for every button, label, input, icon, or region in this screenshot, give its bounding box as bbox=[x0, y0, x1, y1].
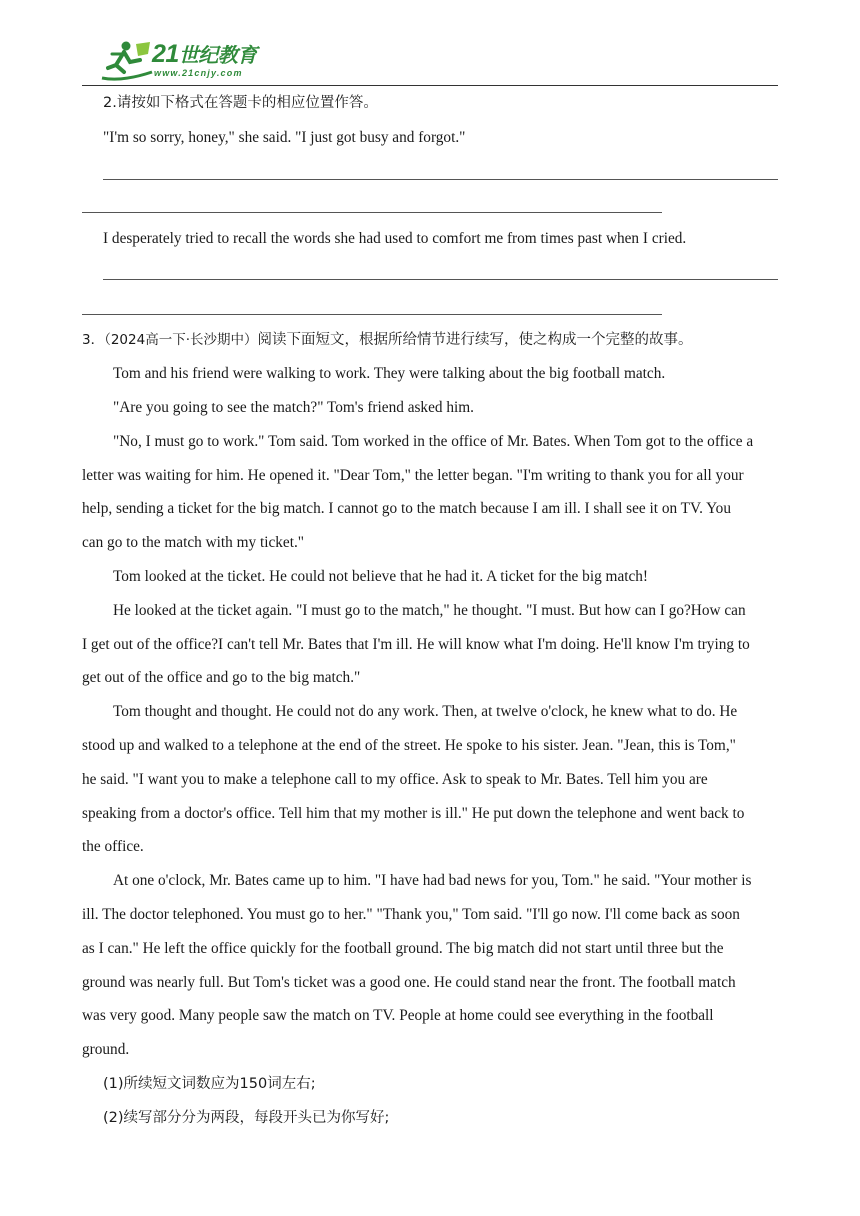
answer-line bbox=[103, 179, 778, 180]
passage-line: ill. The doctor telephoned. You must go to her." "Thank you," Tom said. "I'll go now. I'll come back as soon bbox=[82, 906, 740, 923]
passage-line: "Are you going to see the match?" Tom's friend asked him. bbox=[113, 399, 474, 416]
requirement-2: (2)续写部分分为两段，每段开头已为你写好; bbox=[103, 1110, 390, 1126]
requirement-1: (1)所续短文词数应为150词左右; bbox=[103, 1076, 316, 1092]
passage-line: Tom and his friend were walking to work. They were talking about the big football match. bbox=[113, 365, 666, 382]
passage-line: stood up and walked to a telephone at the end of the street. He spoke to his sister. Jean. "Jean, this is Tom," bbox=[82, 737, 736, 754]
passage-line: I get out of the office?I can't tell Mr. Bates that I'm ill. He will know what I'm doing. He'll know I'm trying to bbox=[82, 636, 750, 653]
passage-line: can go to the match with my ticket." bbox=[82, 534, 305, 551]
passage-line: the office. bbox=[82, 838, 144, 855]
q2-paragraph2-start: I desperately tried to recall the words she had used to comfort me from times past when I cried. bbox=[103, 230, 687, 247]
passage-line: Tom looked at the ticket. He could not believe that he had it. A ticket for the big match! bbox=[113, 568, 649, 585]
logo-url: www.21cnjy.com bbox=[154, 68, 243, 78]
runner-logo-icon bbox=[100, 38, 156, 84]
passage-line: was very good. Many people saw the match on TV. People at home could see everything in the football bbox=[82, 1007, 714, 1024]
passage-line: At one o'clock, Mr. Bates came up to him. "I have had bad news for you, Tom." he said. "Your mother is bbox=[113, 872, 752, 889]
passage-line: ground. bbox=[82, 1041, 130, 1058]
passage-line: "No, I must go to work." Tom said. Tom worked in the office of Mr. Bates. When Tom got to the office a bbox=[113, 433, 754, 450]
passage-line: he said. "I want you to make a telephone call to my office. Ask to speak to Mr. Bates. Tell him you are bbox=[82, 771, 708, 788]
passage-line: ground was nearly full. But Tom's ticket was a good one. He could stand near the front. The football match bbox=[82, 974, 736, 991]
logo-text: 21世纪教育 bbox=[152, 40, 257, 68]
passage-line: help, sending a ticket for the big match. I cannot go to the match because I am ill. I shall see it on TV. You bbox=[82, 500, 731, 517]
passage-line: letter was waiting for him. He opened it. "Dear Tom," the letter began. "I'm writing to thank you for all your bbox=[82, 467, 744, 484]
q3-header bbox=[82, 330, 693, 350]
question-number: 3． bbox=[82, 332, 105, 348]
passage-line: Tom thought and thought. He could not do any work. Then, at twelve o'clock, he knew what to do. He bbox=[113, 703, 738, 720]
passage-line: as I can." He left the office quickly for the football ground. The big match did not start until three but the bbox=[82, 940, 724, 957]
logo bbox=[100, 38, 270, 84]
answer-line bbox=[82, 314, 662, 315]
page-header bbox=[0, 0, 860, 90]
q2-paragraph1-start: "I'm so sorry, honey," she said. "I just got busy and forgot." bbox=[103, 129, 466, 146]
q2-instruction: 2.请按如下格式在答题卡的相应位置作答。 bbox=[103, 95, 378, 111]
passage-line: get out of the office and go to the big match." bbox=[82, 669, 361, 686]
passage-line: He looked at the ticket again. "I must go to the match," he thought. "I must. But how can I go?How can bbox=[113, 602, 746, 619]
answer-line bbox=[103, 279, 778, 280]
q3-instruction: 阅读下面短文，根据所给情节进行续写，使之构成一个完整的故事。 bbox=[257, 332, 693, 348]
answer-line bbox=[82, 212, 662, 213]
passage-line: speaking from a doctor's office. Tell him that my mother is ill." He put down the telephone and went back to bbox=[82, 805, 745, 822]
header-divider bbox=[82, 85, 778, 86]
question-source: （2024高一下·长沙期中） bbox=[104, 332, 258, 348]
